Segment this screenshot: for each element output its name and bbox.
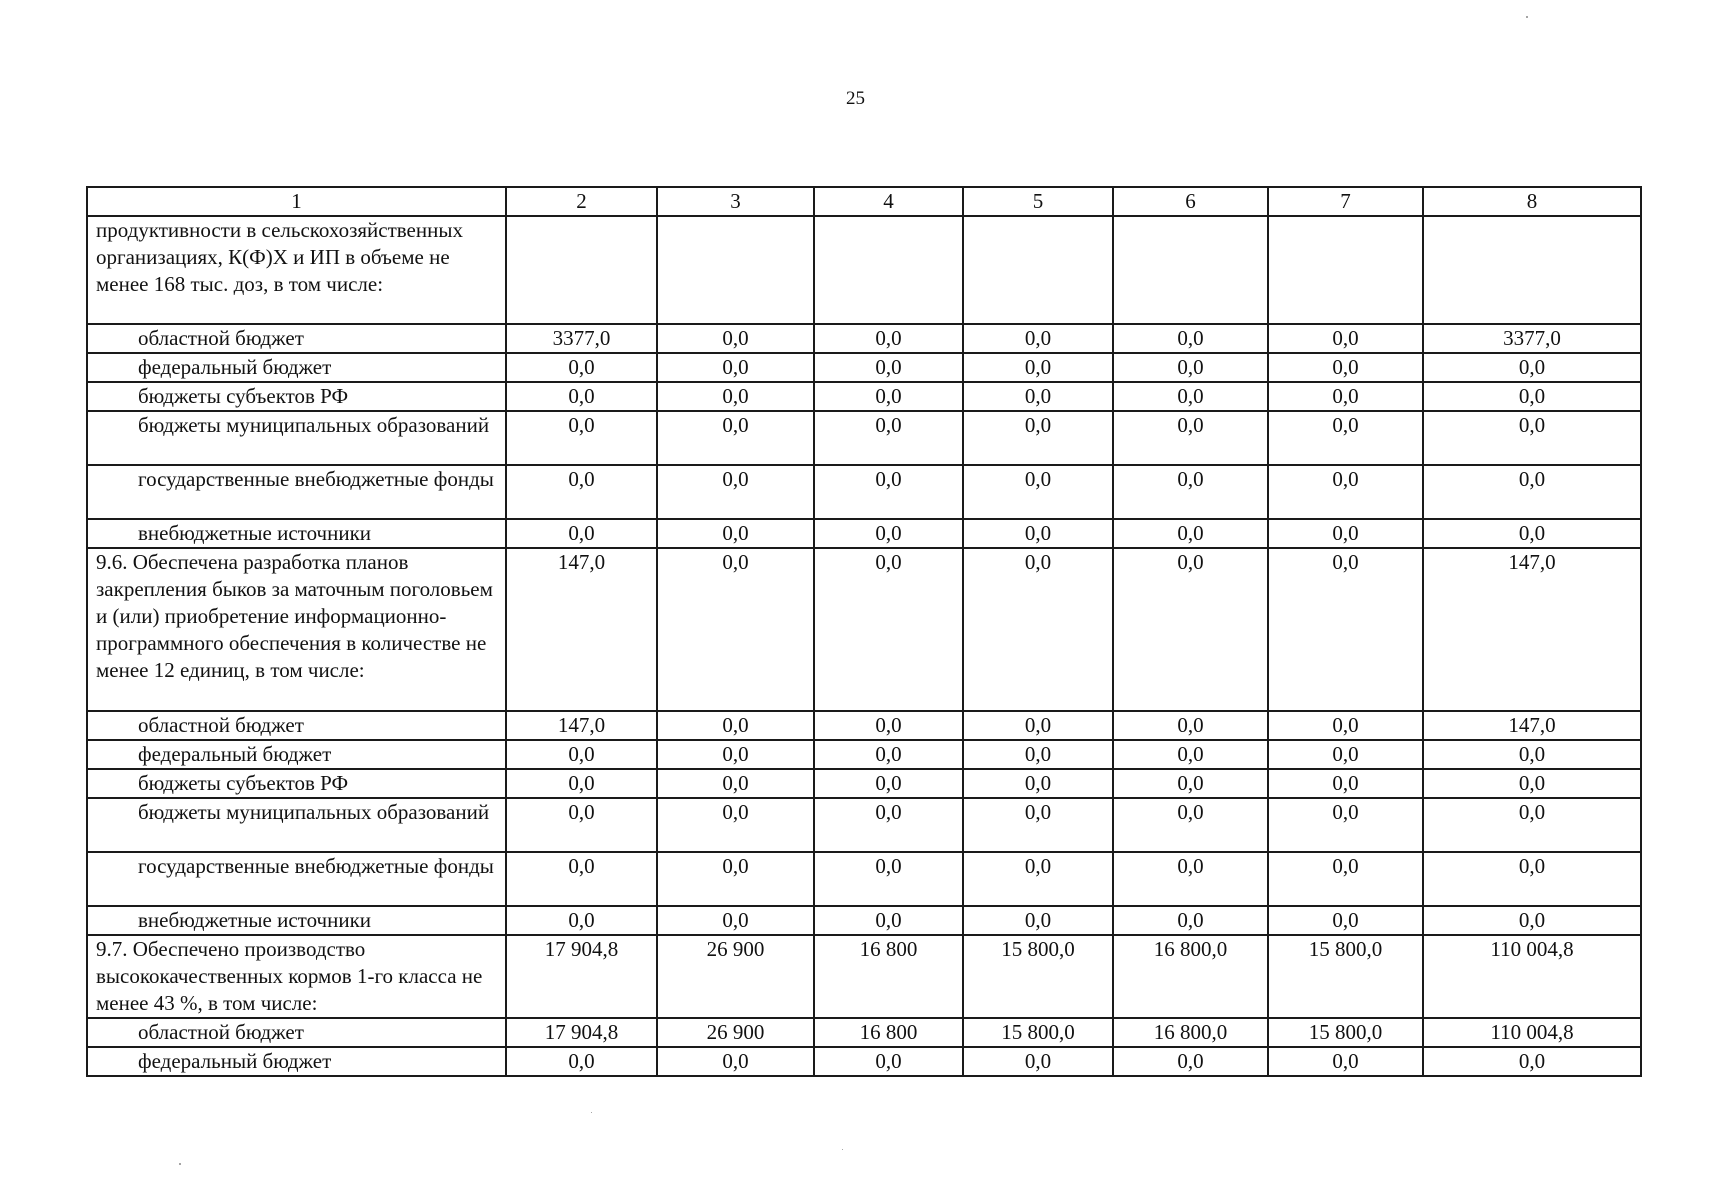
cell-value — [814, 216, 963, 324]
cell-value: 0,0 — [657, 769, 814, 798]
cell-value: 147,0 — [1423, 548, 1641, 711]
cell-value: 0,0 — [814, 769, 963, 798]
cell-value — [1423, 216, 1641, 324]
cell-value: 0,0 — [657, 711, 814, 740]
row-label: областной бюджет — [87, 324, 506, 353]
column-header: 8 — [1423, 187, 1641, 216]
table-row-source — [87, 798, 1641, 852]
cell-value: 0,0 — [814, 852, 963, 906]
cell-value: 0,0 — [1423, 798, 1641, 852]
cell-value: 0,0 — [1423, 465, 1641, 519]
table-row-source — [87, 324, 1641, 353]
cell-value: 0,0 — [657, 852, 814, 906]
cell-value: 0,0 — [1268, 852, 1423, 906]
cell-value — [1268, 216, 1423, 324]
table-row-source — [87, 852, 1641, 906]
cell-value: 0,0 — [1268, 382, 1423, 411]
cell-value: 147,0 — [506, 548, 657, 711]
cell-value: 0,0 — [506, 353, 657, 382]
cell-value: 0,0 — [506, 519, 657, 548]
row-label: областной бюджет — [87, 711, 506, 740]
cell-value: 0,0 — [1423, 740, 1641, 769]
cell-value: 147,0 — [506, 711, 657, 740]
table-row-source — [87, 740, 1641, 769]
row-label: бюджеты муниципальных образований — [87, 798, 506, 852]
column-header: 3 — [657, 187, 814, 216]
cell-value: 0,0 — [1423, 769, 1641, 798]
cell-value: 0,0 — [963, 353, 1113, 382]
cell-value: 0,0 — [1268, 798, 1423, 852]
cell-value: 0,0 — [814, 411, 963, 465]
row-label: государственные внебюджетные фонды — [87, 852, 506, 906]
row-label: бюджеты субъектов РФ — [87, 382, 506, 411]
row-label: федеральный бюджет — [87, 1047, 506, 1076]
cell-value: 0,0 — [657, 382, 814, 411]
table-row-section — [87, 935, 1641, 1018]
cell-value: 0,0 — [1423, 1047, 1641, 1076]
column-header: 6 — [1113, 187, 1268, 216]
cell-value: 0,0 — [814, 465, 963, 519]
cell-value: 0,0 — [1113, 711, 1268, 740]
cell-value: 0,0 — [814, 711, 963, 740]
row-label: федеральный бюджет — [87, 740, 506, 769]
cell-value — [506, 216, 657, 324]
cell-value: 15 800,0 — [1268, 935, 1423, 1018]
cell-value: 0,0 — [506, 852, 657, 906]
row-label: государственные внебюджетные фонды — [87, 465, 506, 519]
cell-value: 0,0 — [506, 382, 657, 411]
cell-value: 0,0 — [1268, 411, 1423, 465]
cell-value: 110 004,8 — [1423, 1018, 1641, 1047]
cell-value: 0,0 — [657, 324, 814, 353]
cell-value: 0,0 — [1268, 740, 1423, 769]
row-label: 9.6. Обеспечена разработка планов закрепления быков за маточным поголовьем и (или) приобретение информационно-программного обеспечения в количестве не менее 12 единиц, в том числе: — [87, 548, 506, 711]
cell-value: 0,0 — [814, 382, 963, 411]
cell-value: 0,0 — [657, 353, 814, 382]
cell-value: 0,0 — [506, 465, 657, 519]
cell-value: 15 800,0 — [963, 1018, 1113, 1047]
cell-value: 0,0 — [814, 798, 963, 852]
cell-value: 0,0 — [1268, 711, 1423, 740]
cell-value: 0,0 — [506, 1047, 657, 1076]
scan-speck — [842, 1149, 843, 1150]
cell-value: 0,0 — [1113, 324, 1268, 353]
table-row-source — [87, 353, 1641, 382]
cell-value: 17 904,8 — [506, 1018, 657, 1047]
cell-value: 15 800,0 — [1268, 1018, 1423, 1047]
cell-value: 0,0 — [1423, 519, 1641, 548]
table-row-source — [87, 1047, 1641, 1076]
scan-speck — [179, 1163, 181, 1165]
cell-value: 0,0 — [1268, 465, 1423, 519]
cell-value: 0,0 — [963, 324, 1113, 353]
column-header: 5 — [963, 187, 1113, 216]
cell-value: 0,0 — [814, 548, 963, 711]
table-row-source — [87, 382, 1641, 411]
cell-value: 0,0 — [1113, 906, 1268, 935]
row-label: бюджеты муниципальных образований — [87, 411, 506, 465]
cell-value: 0,0 — [1113, 798, 1268, 852]
table-row-source — [87, 711, 1641, 740]
cell-value: 0,0 — [506, 740, 657, 769]
cell-value: 0,0 — [1113, 769, 1268, 798]
cell-value: 0,0 — [506, 798, 657, 852]
table-row-source — [87, 465, 1641, 519]
cell-value: 0,0 — [506, 411, 657, 465]
cell-value — [1113, 216, 1268, 324]
row-label: областной бюджет — [87, 1018, 506, 1047]
table-row-section — [87, 548, 1641, 711]
cell-value: 3377,0 — [506, 324, 657, 353]
cell-value: 0,0 — [657, 906, 814, 935]
cell-value: 0,0 — [963, 1047, 1113, 1076]
table-body — [87, 187, 1641, 1076]
cell-value: 15 800,0 — [963, 935, 1113, 1018]
cell-value: 147,0 — [1423, 711, 1641, 740]
cell-value: 0,0 — [1423, 411, 1641, 465]
cell-value: 0,0 — [814, 519, 963, 548]
cell-value: 0,0 — [1113, 411, 1268, 465]
cell-value: 0,0 — [657, 465, 814, 519]
cell-value: 0,0 — [814, 906, 963, 935]
cell-value: 16 800 — [814, 935, 963, 1018]
cell-value: 0,0 — [1268, 324, 1423, 353]
budget-table — [86, 186, 1642, 1077]
row-label: 9.7. Обеспечено производство высококачественных кормов 1-го класса не менее 43 %, в том числе: — [87, 935, 506, 1018]
cell-value: 16 800,0 — [1113, 935, 1268, 1018]
cell-value: 0,0 — [814, 324, 963, 353]
cell-value: 0,0 — [963, 798, 1113, 852]
cell-value — [657, 216, 814, 324]
column-header: 7 — [1268, 187, 1423, 216]
cell-value: 0,0 — [1268, 769, 1423, 798]
cell-value: 0,0 — [963, 465, 1113, 519]
cell-value: 0,0 — [963, 769, 1113, 798]
cell-value: 0,0 — [814, 740, 963, 769]
cell-value: 0,0 — [1113, 548, 1268, 711]
row-label: федеральный бюджет — [87, 353, 506, 382]
table-row-section — [87, 216, 1641, 324]
cell-value: 26 900 — [657, 935, 814, 1018]
cell-value: 0,0 — [657, 798, 814, 852]
table-row-source — [87, 906, 1641, 935]
header-row — [87, 187, 1641, 216]
cell-value: 0,0 — [506, 906, 657, 935]
cell-value: 0,0 — [1423, 382, 1641, 411]
cell-value: 0,0 — [1268, 906, 1423, 935]
cell-value: 0,0 — [1113, 465, 1268, 519]
row-label: бюджеты субъектов РФ — [87, 769, 506, 798]
cell-value: 0,0 — [963, 740, 1113, 769]
cell-value: 0,0 — [963, 906, 1113, 935]
cell-value: 3377,0 — [1423, 324, 1641, 353]
page-number: 25 — [846, 88, 865, 109]
cell-value: 0,0 — [1423, 906, 1641, 935]
cell-value: 0,0 — [657, 411, 814, 465]
table-row-source — [87, 519, 1641, 548]
cell-value: 0,0 — [1113, 382, 1268, 411]
cell-value: 0,0 — [963, 548, 1113, 711]
cell-value: 0,0 — [1268, 1047, 1423, 1076]
column-header: 4 — [814, 187, 963, 216]
table-row-source — [87, 1018, 1641, 1047]
column-header: 1 — [87, 187, 506, 216]
cell-value: 0,0 — [1113, 519, 1268, 548]
cell-value: 0,0 — [1113, 740, 1268, 769]
cell-value: 0,0 — [1113, 353, 1268, 382]
row-label: внебюджетные источники — [87, 906, 506, 935]
cell-value: 0,0 — [963, 382, 1113, 411]
cell-value — [963, 216, 1113, 324]
cell-value: 0,0 — [1268, 519, 1423, 548]
cell-value: 17 904,8 — [506, 935, 657, 1018]
cell-value: 0,0 — [814, 353, 963, 382]
cell-value: 0,0 — [1423, 852, 1641, 906]
cell-value: 0,0 — [1113, 1047, 1268, 1076]
cell-value: 0,0 — [963, 711, 1113, 740]
cell-value: 0,0 — [963, 852, 1113, 906]
cell-value: 0,0 — [657, 740, 814, 769]
cell-value: 0,0 — [963, 411, 1113, 465]
scan-speck — [591, 1112, 592, 1113]
cell-value: 0,0 — [657, 519, 814, 548]
cell-value: 26 900 — [657, 1018, 814, 1047]
cell-value: 110 004,8 — [1423, 935, 1641, 1018]
table-row-source — [87, 769, 1641, 798]
cell-value: 0,0 — [963, 519, 1113, 548]
cell-value: 0,0 — [1423, 353, 1641, 382]
cell-value: 0,0 — [506, 769, 657, 798]
cell-value: 0,0 — [657, 548, 814, 711]
cell-value: 0,0 — [1268, 353, 1423, 382]
cell-value: 16 800,0 — [1113, 1018, 1268, 1047]
table-row-source — [87, 411, 1641, 465]
cell-value: 0,0 — [1268, 548, 1423, 711]
cell-value: 0,0 — [1113, 852, 1268, 906]
row-label: продуктивности в сельскохозяйственных организациях, К(Ф)Х и ИП в объеме не менее 168 тыс. доз, в том числе: — [87, 216, 506, 324]
scan-speck — [1526, 16, 1528, 18]
column-header: 2 — [506, 187, 657, 216]
cell-value: 0,0 — [814, 1047, 963, 1076]
cell-value: 16 800 — [814, 1018, 963, 1047]
row-label: внебюджетные источники — [87, 519, 506, 548]
cell-value: 0,0 — [657, 1047, 814, 1076]
